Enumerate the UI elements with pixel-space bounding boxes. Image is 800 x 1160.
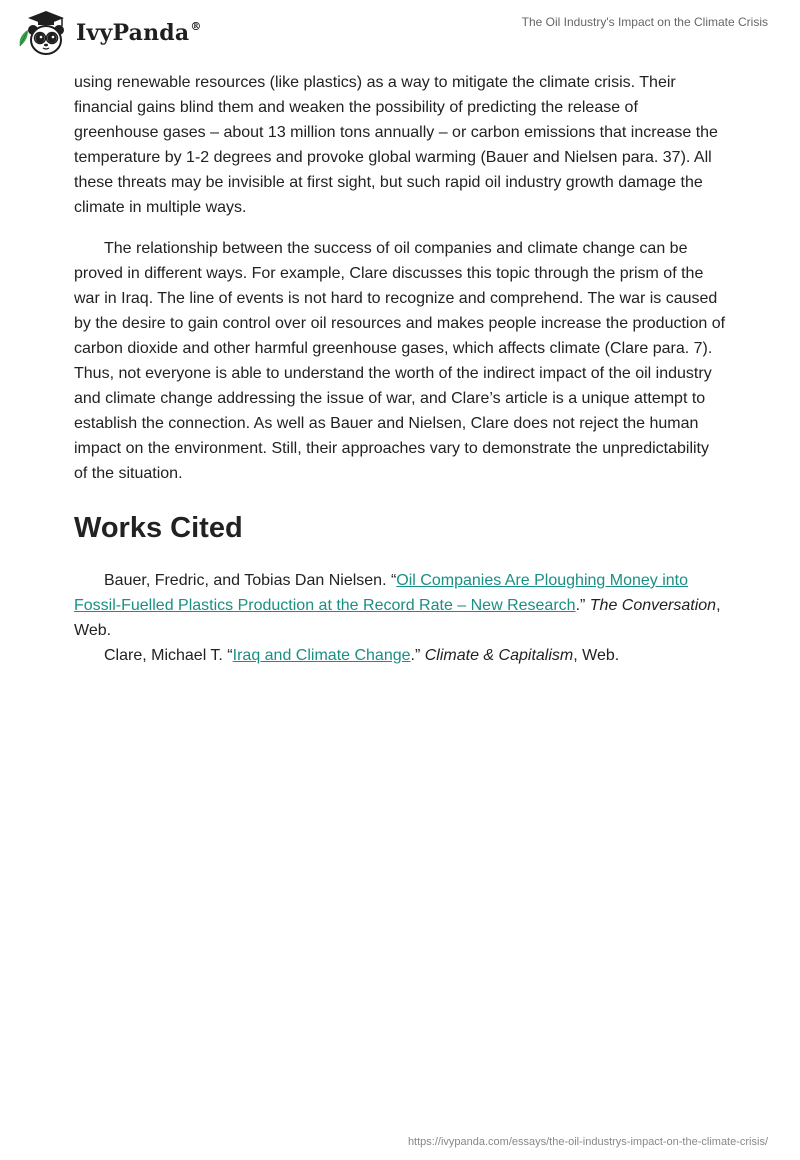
citation-entry: Clare, Michael T. “Iraq and Climate Change.” Climate & Capitalism, Web. [104, 647, 620, 664]
document-title: The Oil Industry's Impact on the Climate Crisis [521, 15, 768, 29]
citation-link[interactable]: Iraq and Climate Change [232, 647, 411, 664]
ivypanda-logo[interactable] [16, 8, 202, 58]
essay-content [74, 70, 726, 668]
source-url[interactable]: https://ivypanda.com/essays/the-oil-industrys-impact-on-the-climate-crisis/ [407, 1136, 768, 1148]
citation-source: Climate & Capitalism [424, 647, 574, 664]
citation-link[interactable]: Oil Companies Are Ploughing Money into Fossil-Fuelled Plastics Production at the Record Rate – New Research [74, 572, 689, 614]
works-cited-heading: Works Cited [74, 512, 243, 544]
citation-entry: Bauer, Fredric, and Tobias Dan Nielsen. “Oil Companies Are Ploughing Money into Fossil-Fuelled Plastics Production at the Record Rate – New Research.” The Conversation, Web. [74, 572, 721, 639]
panda-mascot-icon [16, 8, 74, 58]
citation-source: The Conversation [589, 597, 717, 614]
body-paragraph-1: using renewable resources (like plastics) as a way to mitigate the climate crisis. Their financial gains blind them and weaken the possibility of predicting the release of greenhouse gases – about 13 million tons annually – or carbon emissions that increase the temperature by 1-2 degrees and provoke global warming (Bauer and Nielsen para. 37). All these threats may be invisible at first sight, but such rapid oil industry growth damage the climate in multiple ways. [74, 74, 718, 216]
page-header [0, 0, 800, 64]
body-paragraph-2: The relationship between the success of oil companies and climate change can be proved in different ways. For example, Clare discusses this topic through the prism of the war in Iraq. The line of events is not hard to recognize and comprehend. The war is caused by the desire to gain control over oil resources and makes people increase the production of carbon dioxide and other harmful greenhouse gases, which affects climate (Clare para. 7). Thus, not everyone is able to understand the worth of the indirect impact of the oil industry and climate change addressing the issue of war, and Clare’s article is a unique attempt to establish the connection. As well as Bauer and Nielsen, Clare does not reject the human impact on the environment. Still, their approaches vary to demonstrate the unpredictability of the situation. [74, 240, 726, 482]
brand-name: IvyPanda® [76, 19, 202, 46]
